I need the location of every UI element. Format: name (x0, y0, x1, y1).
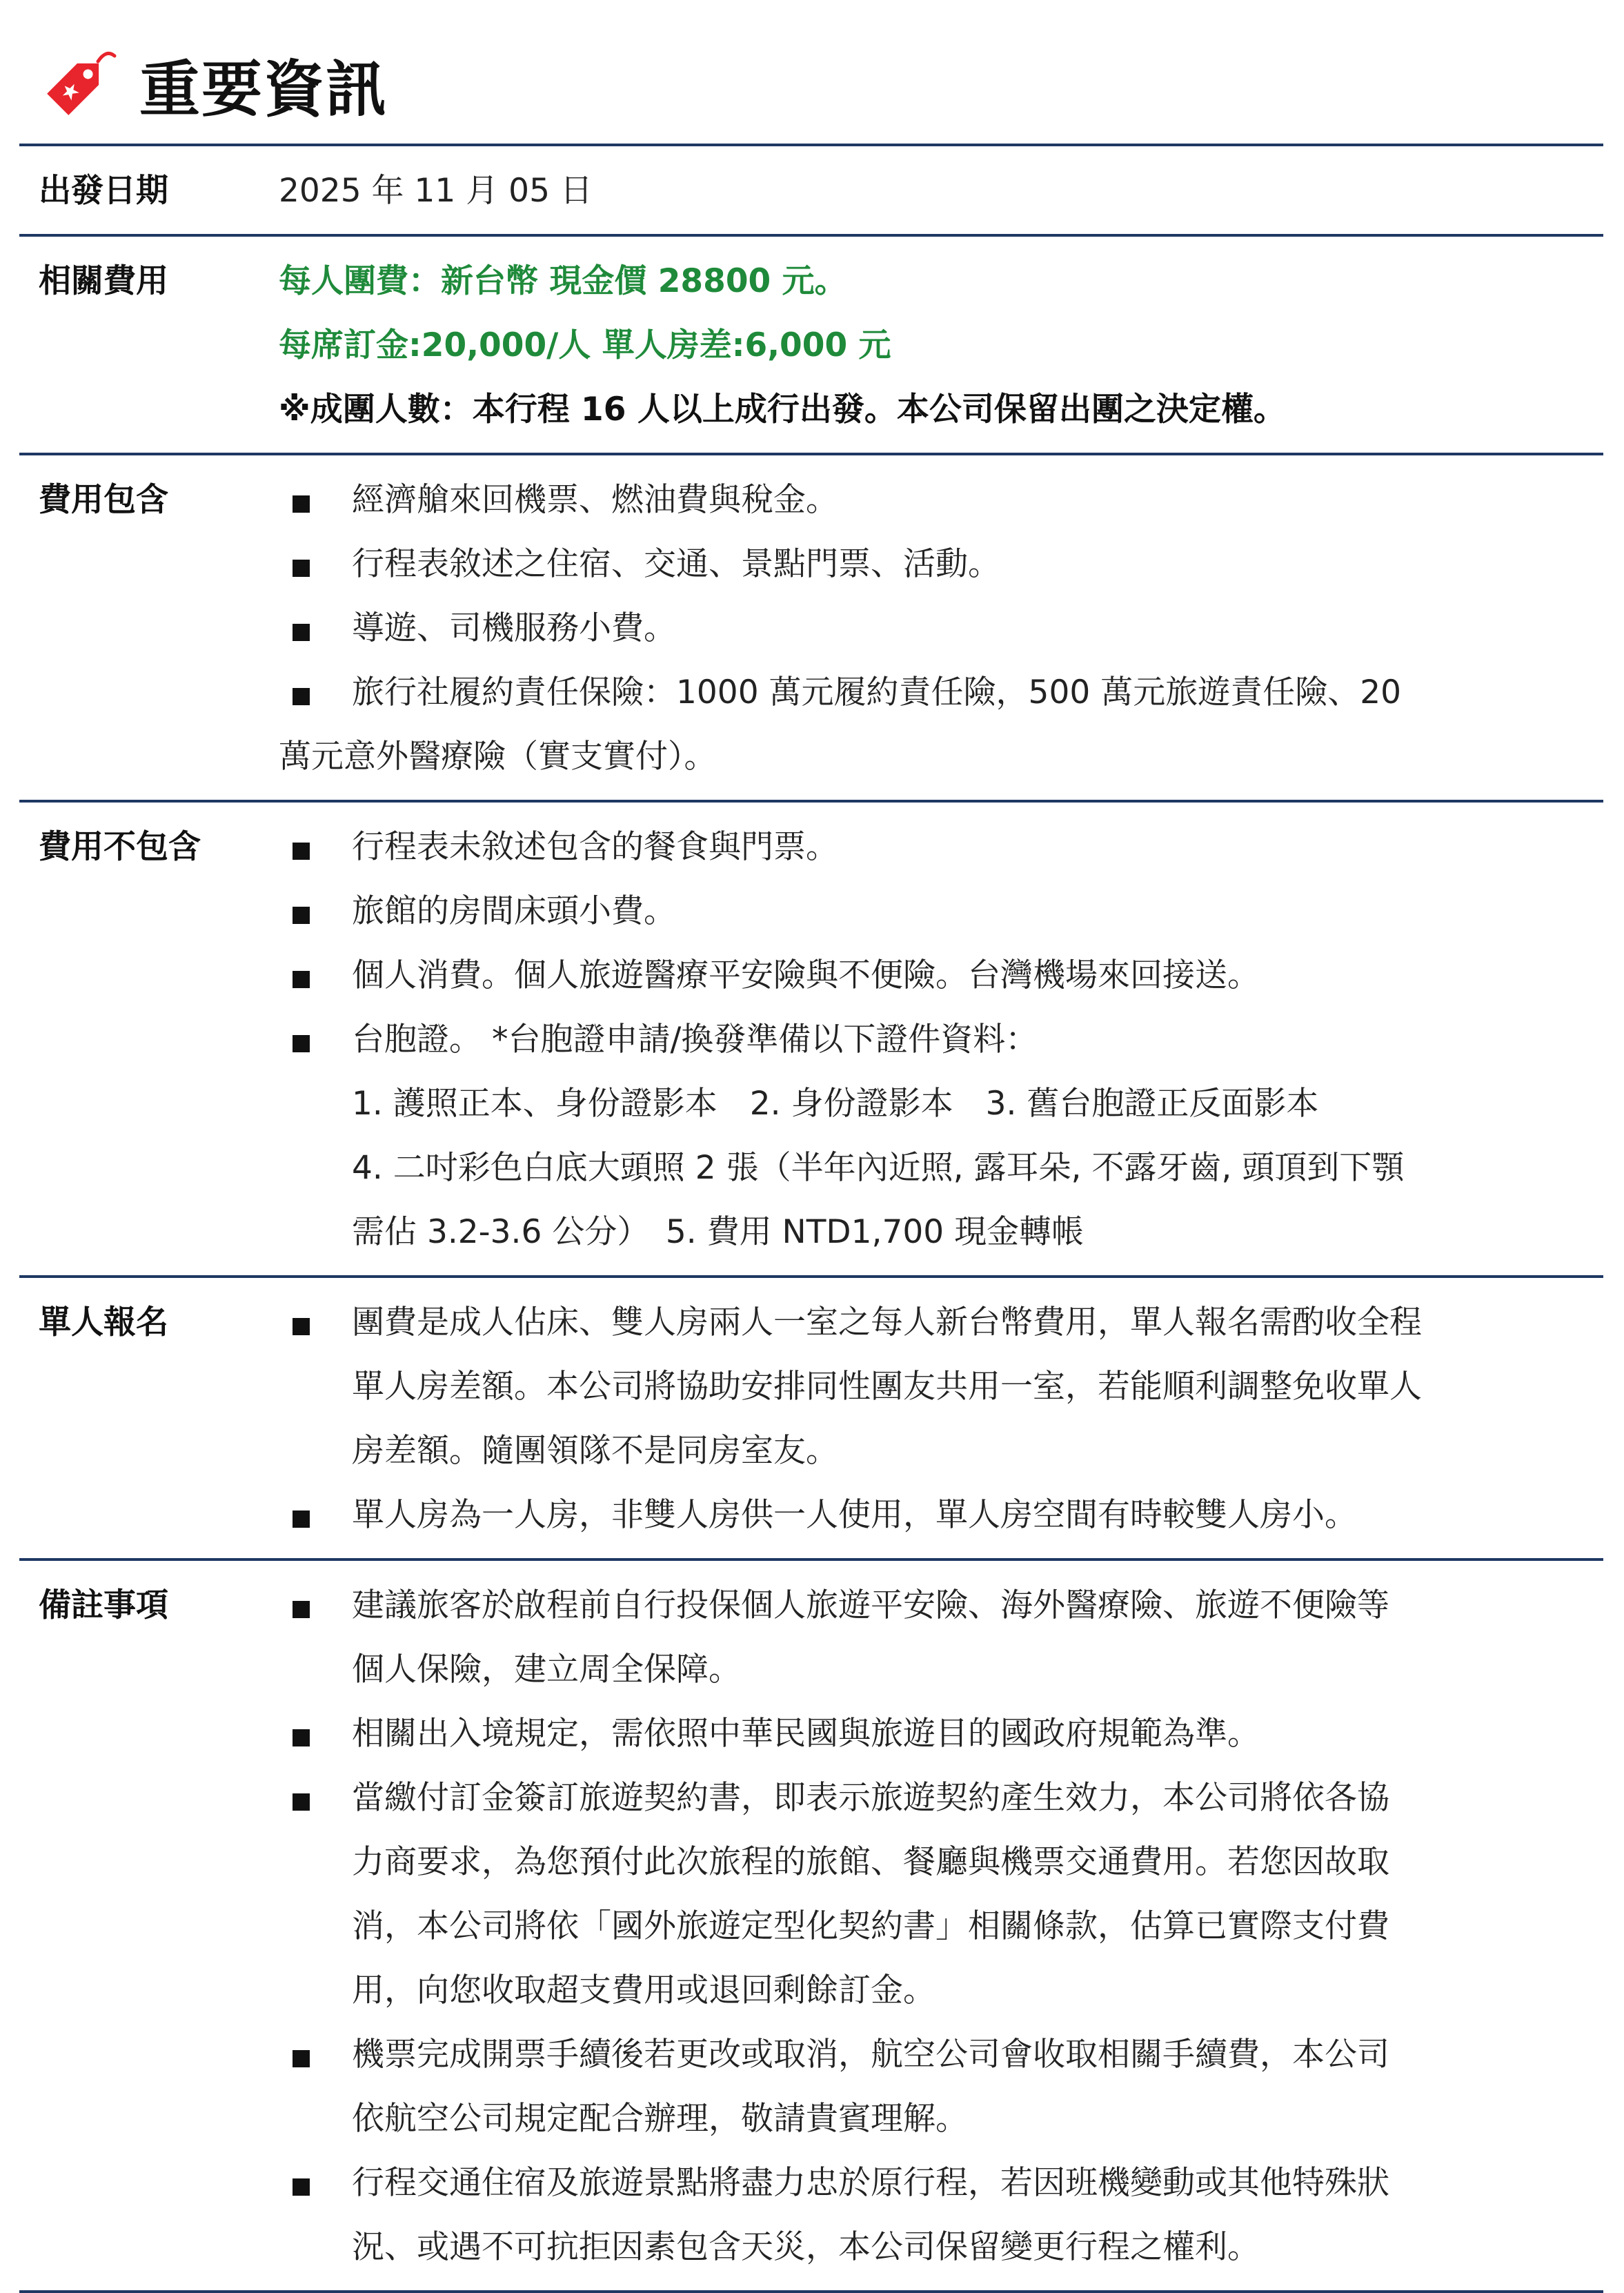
bullet-icon (293, 1318, 310, 1335)
bullet-icon (293, 1601, 310, 1618)
min-group-note: ※成團人數：本行程 16 人以上成行出發。本公司保留出團之決定權。 (279, 391, 1286, 429)
list-item-continuation: 消，本公司將依「國外旅遊定型化契約書」相關條款，估算已實際支付費 (352, 1907, 1389, 1945)
list-item: 建議旅客於啟程前自行投保個人旅遊平安險、海外醫療險、旅遊不便險等 (279, 1573, 1603, 1637)
notes-label: 備註事項 (39, 1586, 168, 1624)
list-item: 旅館的房間床頭小費。 (279, 879, 1603, 943)
deposit-price: 每席訂金:20,000/人 單人房差:6,000 元 (279, 326, 891, 364)
list-item-continuation: 個人保險，建立周全保障。 (352, 1651, 741, 1689)
row-included (19, 455, 1603, 803)
list-item-continuation: 單人房差額。本公司將協助安排同性團友共用一室，若能順利調整免收單人 (352, 1368, 1422, 1406)
list-item-continuation: 況、或遇不可抗拒因素包含天災，本公司保留變更行程之權利。 (352, 2228, 1260, 2266)
row-excluded (19, 803, 1603, 1278)
list-item: 個人消費。個人旅遊醫療平安險與不便險。台灣機場來回接送。 (279, 943, 1603, 1007)
list-item: 相關出入境規定，需依照中華民國與旅遊目的國政府規範為準。 (279, 1702, 1603, 1766)
list-item: 導遊、司機服務小費。 (279, 596, 1603, 660)
doc-requirement: 4. 二吋彩色白底大頭照 2 張（半年內近照, 露耳朵, 不露牙齒, 頭頂到下顎 (352, 1149, 1405, 1187)
included-label: 費用包含 (39, 481, 168, 519)
list-item-continuation: 依航空公司規定配合辦理，敬請貴賓理解。 (352, 2100, 968, 2138)
doc-requirement: 需佔 3.2-3.6 公分） 5. 費用 NTD1,700 現金轉帳 (352, 1213, 1085, 1251)
doc-requirement: 1. 護照正本、身份證影本 2. 身份證影本 3. 舊台胞證正反面影本 (352, 1085, 1319, 1123)
bullet-icon (293, 1510, 310, 1528)
list-item: 行程交通住宿及旅遊景點將盡力忠於原行程，若因班機變動或其他特殊狀 (279, 2151, 1603, 2215)
single-label: 單人報名 (39, 1303, 168, 1341)
row-single (19, 1278, 1603, 1561)
fees-label: 相關費用 (39, 262, 168, 300)
list-item: 機票完成開票手續後若更改或取消，航空公司會收取相關手續費，本公司 (279, 2023, 1603, 2087)
tour-price: 每人團費：新台幣 現金價 28800 元。 (279, 262, 847, 300)
bullet-icon (293, 495, 310, 513)
list-item-continuation: 用，向您收取超支費用或退回剩餘訂金。 (352, 1971, 935, 2009)
departure-label: 出發日期 (39, 172, 168, 210)
bullet-icon (293, 560, 310, 577)
list-item: 經濟艙來回機票、燃油費與稅金。 (279, 468, 1603, 532)
header (34, 40, 388, 130)
bullet-icon (293, 1035, 310, 1052)
bullet-icon (293, 2178, 310, 2196)
bullet-icon (293, 971, 310, 988)
list-item: 行程表敘述之住宿、交通、景點門票、活動。 (279, 532, 1603, 596)
list-item-continuation: 房差額。隨團領隊不是同房室友。 (352, 1432, 838, 1470)
list-item: 單人房為一人房，非雙人房供一人使用，單人房空間有時較雙人房小。 (279, 1483, 1603, 1547)
list-item: 當繳付訂金簽訂旅遊契約書，即表示旅遊契約產生效力，本公司將依各協 (279, 1766, 1603, 1830)
info-table (19, 144, 1603, 2293)
list-item-continuation: 萬元意外醫療險（實支實付）。 (279, 738, 717, 776)
list-item: 旅行社履約責任保險：1000 萬元履約責任險，500 萬元旅遊責任險、20 (279, 660, 1603, 725)
list-item: 團費是成人佔床、雙人房兩人一室之每人新台幣費用，單人報名需酌收全程 (279, 1290, 1603, 1355)
bullet-icon (293, 907, 310, 924)
departure-date: 2025 年 11 月 05 日 (279, 172, 593, 210)
row-departure (19, 146, 1603, 237)
bullet-icon (293, 843, 310, 860)
row-fees (19, 237, 1603, 455)
bullet-icon (293, 2050, 310, 2067)
row-notes (19, 1561, 1603, 2293)
list-item: 台胞證。 *台胞證申請/換發準備以下證件資料： (279, 1007, 1603, 1072)
page-title: 重要資訊 (139, 54, 388, 125)
list-item: 行程表未敘述包含的餐食與門票。 (279, 815, 1603, 879)
bullet-icon (293, 688, 310, 705)
excluded-label: 費用不包含 (39, 828, 201, 866)
bullet-icon (293, 624, 310, 641)
price-tag-icon (34, 42, 120, 128)
bullet-icon (293, 1793, 310, 1811)
list-item-continuation: 力商要求，為您預付此次旅程的旅館、餐廳與機票交通費用。若您因故取 (352, 1843, 1389, 1881)
bullet-icon (293, 1729, 310, 1746)
